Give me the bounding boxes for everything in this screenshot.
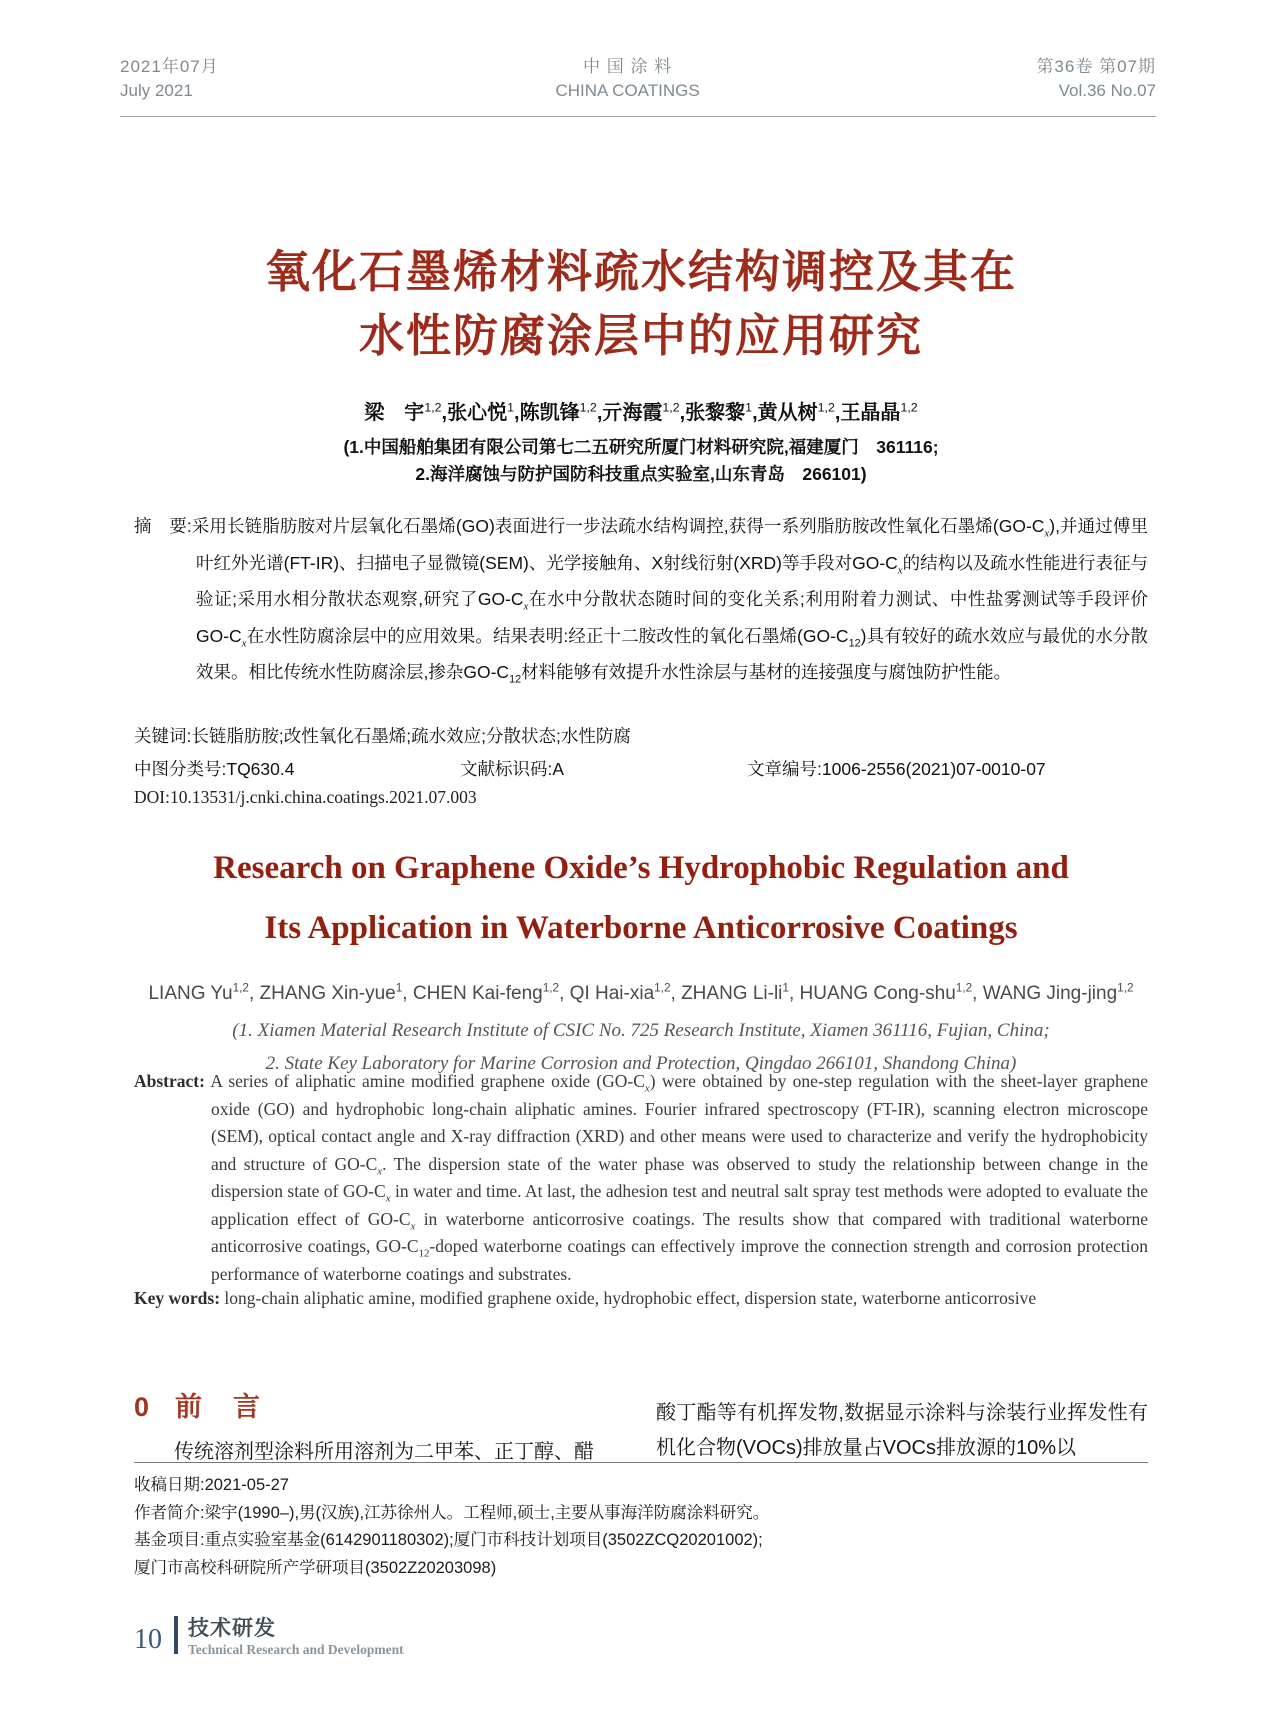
author-en: HUANG Cong-shu$^{1,2}$, [799,982,983,1005]
keywords-cn-text: 长链脂肪胺;改性氧化石墨烯;疏水效应;分散状态;水性防腐 [191,726,631,746]
abstract-cn [134,508,1148,691]
body-column-right [656,1390,1148,1470]
author-cn: 张黎黎$^1$, [685,400,758,424]
abstract-cn-text: 采用长链脂肪胺对片层氧化石墨烯(GO)表面进行一步法疏水结构调控,获得一系列脂肪胺改性氧化石墨烯$(GO-C_x)$,并通过傅里叶红外光谱(FT-IR)、扫描电子显微镜(SEM)、光学接触角、X射线衍射(XRD)等手段对$GO-C_x$的结构以及疏水性能进行表征与验证;采用水相分散状态观察,研究了$GO-C_x$在水中分散状态随时间的变化关系;利用附着力测试、中性盐雾测试等手段评价$GO-C_x$在水性防腐涂层中的应用效果。结果表明:经正十二胺改性的氧化石墨烯$(GO-C_{12})$具有较好的疏水效应与最优的水分散效果。相比传统水性防腐涂层,掺杂$GO-C_{12}$材料能够有效提升水性涂层与基材的连接强度与腐蚀防护性能。 [191,516,1148,686]
author-en: LIANG Yu$^{1,2}$, [148,982,260,1005]
author-cn: 王晶晶$^{1,2}$ [840,400,918,424]
classification-row [134,756,1148,786]
author-en: ZHANG Xin-yue$^1$, [259,982,413,1005]
author-cn: 张心悦$^1$, [447,400,520,424]
header-issue-date: 2021年07月 July 2021 [120,57,219,100]
abstract-en-text: A series of aliphatic amine modified graphene oxide $(GO-C_x)$ were obtained by one-step regulation with the sheet-layer graphene oxide (GO) and hydrophobic long-chain aliphatic amines. Fourier infrared spectroscopy (FT-IR), scanning electron microscope (SEM), optical contact angle and X-ray diffraction (XRD) and other means were used to characterize and verify the hydrophobicity and structure of $GO-C_x$. The dispersion state of the water phase was observed to study the relationship between change in the dispersion state of $GO-C_x$ in water and time. At last, the adhesion test and neutral salt spray test methods were adopted to evaluate the application effect of $GO-C_x$ in waterborne anticorrosive coatings. The results show that compared with traditional waterborne anticorrosive coatings, $GO-C_{12}$-doped waterborne coatings can effectively improve the connection strength and corrosion protection performance of waterborne coatings and substrates. [210,1071,1148,1284]
footer-column-en: Technical Research and Development [188,1642,404,1657]
article-id: 文章编号:1006-2556(2021)07-0010-07 [747,759,1046,779]
header-volume-issue: 第36卷 第07期 Vol.36 No.07 [1036,57,1156,100]
keywords-cn [134,723,1148,748]
article-body [134,1390,1148,1470]
keywords-cn-label: 关键词: [134,726,192,746]
author-cn: 陈凯锋$^{1,2}$, [519,400,603,424]
keywords-en [134,1288,1148,1309]
affiliation-en-1: (1. Xiamen Material Research Institute of CSIC No. 725 Research Institute, Xiamen 361116, Fujian, China; [232,1020,1050,1041]
header-journal-name: 中 国 涂 料 CHINA COATINGS [555,57,700,100]
footer-divider-bar [174,1616,178,1654]
doi: DOI:10.13531/j.cnki.china.coatings.2021.07.003 [134,787,477,807]
footnotes [134,1462,1148,1582]
affiliation-en-2: 2. State Key Laboratory for Marine Corrosion and Protection, Qingdao 266101, Shandong China) [265,1053,1017,1074]
keywords-en-label: Key words: [134,1288,221,1308]
footer-column-label [188,1612,404,1658]
article-title-en: Research on Graphene Oxide’s Hydrophobic Regulation and Its Application in Waterborne Anticorrosive Coatings [213,850,1069,946]
author-en: QI Hai-xia$^{1,2}$, [569,982,682,1005]
authors-en [134,982,1148,1005]
authors-cn [134,396,1148,425]
author-en: CHEN Kai-feng$^{1,2}$, [412,982,570,1005]
body-paragraph-left: 传统溶剂型涂料所用溶剂为二甲苯、正丁醇、醋 [174,1441,594,1463]
document-code: 文献标识码:A [460,759,565,779]
page-header [120,55,1156,117]
author-cn: 黄从树$^{1,2}$, [757,400,841,424]
footnote-funding-cont: 厦门市高校科研院所产学研项目(3502Z20203098) [134,1558,497,1577]
affiliation-cn-2: 2.海洋腐蚀与防护国防科技重点实验室,山东青岛 266101) [415,464,867,484]
author-cn: 亓海霞$^{1,2}$, [602,400,686,424]
author-cn: 梁 宇$^{1,2}$, [364,400,448,424]
affiliation-cn-1: (1.中国船舶集团有限公司第七二五研究所厦门材料研究院,福建厦门 361116; [343,437,939,457]
affiliations-cn [134,434,1148,488]
author-en: WANG Jing-jing$^{1,2}$ [982,982,1134,1005]
abstract-en-label: Abstract: [134,1071,205,1091]
author-en: ZHANG $Li-li^1$, [681,982,800,1005]
footer-column-cn: 技术研发 [188,1617,276,1640]
body-column-left [134,1390,626,1470]
keywords-en-text: long-chain aliphatic amine, modified graphene oxide, hydrophobic effect, dispersion state, waterborne anticorrosive [224,1288,1037,1308]
footnote-funding: 基金项目:重点实验室基金(6142901180302);厦门市科技计划项目(3502ZCQ20201002); [134,1531,763,1549]
page-number: 10 [134,1624,162,1655]
article-title-cn: 氧化石墨烯材料疏水结构调控及其在 水性防腐涂层中的应用研究 [264,246,1017,361]
clc-number: 中图分类号:TQ630.4 [134,759,295,779]
body-paragraph-right: 酸丁酯等有机挥发物,数据显示涂料与涂装行业挥发性有机化合物(VOCs)排放量占VOCs排放源的10%以 [656,1402,1148,1459]
footnote-author-bio: 作者简介:梁宇(1990–),男(汉族),江苏徐州人。工程师,硕士,主要从事海洋防腐涂料研究。 [134,1503,770,1522]
abstract-cn-label: 摘 要: [134,516,192,536]
abstract-en [134,1068,1148,1288]
page-footer [134,1612,404,1658]
section-heading: 0 前 言 [134,1392,263,1422]
footnote-received-date: 收稿日期:2021-05-27 [134,1476,289,1494]
